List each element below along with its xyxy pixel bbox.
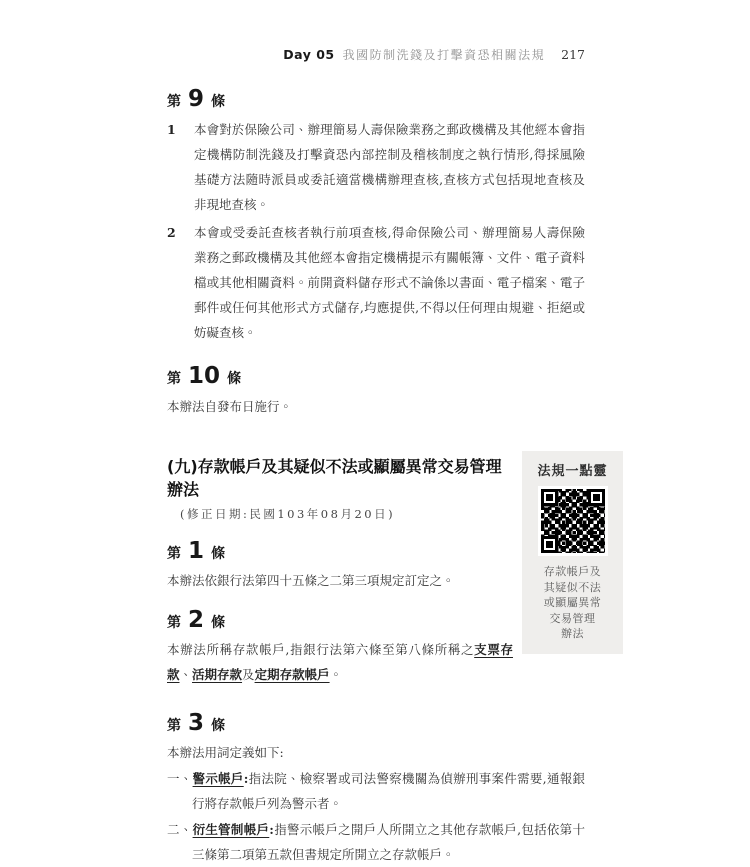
term-watch-listed-account: 警示帳戶 bbox=[192, 771, 244, 786]
qr-code-icon bbox=[538, 486, 608, 556]
qr-caption-line: 其疑似不法 bbox=[543, 580, 602, 594]
article-2-text-part: 、 bbox=[179, 667, 193, 682]
article-1-suffix: 條 bbox=[211, 545, 226, 562]
article-9-prefix: 第 bbox=[167, 93, 181, 110]
qr-caption bbox=[528, 564, 617, 642]
header-day-label: Day 05 bbox=[283, 47, 335, 62]
qr-caption-line: 交易管理 bbox=[549, 611, 596, 625]
running-header bbox=[167, 46, 585, 63]
term-derivative-controlled-account: 衍生管制帳戶 bbox=[192, 822, 270, 837]
qr-panel-title: 法規一點靈 bbox=[537, 464, 608, 479]
definition-item-1 bbox=[167, 766, 585, 816]
law-qr-panel bbox=[522, 451, 623, 654]
article-2-suffix: 條 bbox=[211, 614, 226, 631]
article-2-number: 2 bbox=[188, 607, 205, 633]
article-2-heading bbox=[167, 607, 513, 633]
item-text: 本會對於保險公司、辦理簡易人壽保險業務之郵政機構及其他經本會指定機構防制洗錢及打擊資恐內部控制及稽核制度之執行情形,得採風險基礎方法隨時派員或委託適當機構辦理查核,查核方式包括現地查核及非現地查核。 bbox=[194, 122, 585, 212]
qr-finder-icon bbox=[541, 536, 558, 553]
article-2-text-part: 本辦法所稱存款帳戶,指銀行法第六條至第八條所稱之 bbox=[167, 642, 475, 657]
term-time-deposit-account: 定期存款帳戶 bbox=[254, 667, 330, 682]
qr-finder-icon bbox=[588, 489, 605, 506]
article-10-prefix: 第 bbox=[167, 370, 181, 387]
article-1-text: 本辦法依銀行法第四十五條之二第三項規定訂定之。 bbox=[167, 573, 455, 588]
qr-caption-line: 存款帳戶及 bbox=[543, 565, 602, 578]
article-1-heading bbox=[167, 538, 513, 564]
article-9-heading bbox=[167, 86, 585, 112]
article-9-number: 9 bbox=[188, 86, 205, 112]
section-9-block bbox=[167, 455, 608, 867]
article-9-item-2 bbox=[167, 220, 585, 345]
article-10-suffix: 條 bbox=[227, 370, 242, 387]
article-3-heading bbox=[167, 710, 585, 736]
article-10-heading bbox=[167, 363, 585, 389]
article-3-number: 3 bbox=[188, 710, 205, 736]
article-3-suffix: 條 bbox=[211, 717, 226, 734]
article-2-prefix: 第 bbox=[167, 614, 181, 631]
definition-marker: 二、 bbox=[167, 822, 193, 837]
article-1-prefix: 第 bbox=[167, 545, 181, 562]
revision-date: (修正日期:民國103年08月20日) bbox=[180, 507, 396, 521]
definition-item-2 bbox=[167, 817, 585, 867]
definition-colon: : bbox=[269, 822, 274, 837]
section-9-title: (九)存款帳戶及其疑似不法或顯屬異常交易管理辦法 bbox=[167, 457, 502, 499]
header-page-number: 217 bbox=[561, 47, 585, 62]
definition-text: 指警示帳戶之開戶人所開立之其他存款帳戶,包括依第十三條第二項第五款但書規定所開立之存款帳戶。 bbox=[192, 822, 585, 862]
term-demand-deposit: 活期存款 bbox=[192, 667, 243, 682]
article-2-text-part: 。 bbox=[329, 667, 343, 682]
item-text: 本會或受委託查核者執行前項查核,得命保險公司、辦理簡易人壽保險業務之郵政機構及其他經本會指定機構提示有關帳簿、文件、電子資料檔或其他相關資料。前開資料儲存形式不論係以書面、電子檔案、電子郵件或任何其他形式方式儲存,均應提供,不得以任何理由規避、拒絕或妨礙查核。 bbox=[194, 225, 585, 340]
qr-finder-icon bbox=[541, 489, 558, 506]
definition-marker: 一、 bbox=[167, 771, 193, 786]
item-number: 2 bbox=[167, 225, 176, 240]
item-number: 1 bbox=[167, 122, 176, 137]
article-2-text-part: 及 bbox=[242, 667, 255, 682]
article-9-suffix: 條 bbox=[211, 93, 226, 110]
definition-text: 指法院、檢察署或司法警察機關為偵辦刑事案件需要,通報銀行將存款帳戶列為警示者。 bbox=[192, 771, 585, 811]
qr-caption-line: 或顯屬異常 bbox=[543, 596, 602, 609]
definition-colon: : bbox=[243, 771, 249, 786]
article-9-item-1 bbox=[167, 117, 585, 217]
article-3-intro: 本辦法用詞定義如下: bbox=[167, 745, 284, 760]
qr-caption-line: 辦法 bbox=[561, 627, 584, 640]
term-checking-deposit: 支票存款 bbox=[167, 642, 513, 682]
article-10-text: 本辦法自發布日施行。 bbox=[167, 399, 293, 414]
article-3-prefix: 第 bbox=[167, 717, 181, 734]
article-1-number: 1 bbox=[188, 538, 205, 564]
article-10-number: 10 bbox=[188, 363, 221, 389]
header-chapter-title: 我國防制洗錢及打擊資恐相關法規 bbox=[342, 48, 546, 62]
